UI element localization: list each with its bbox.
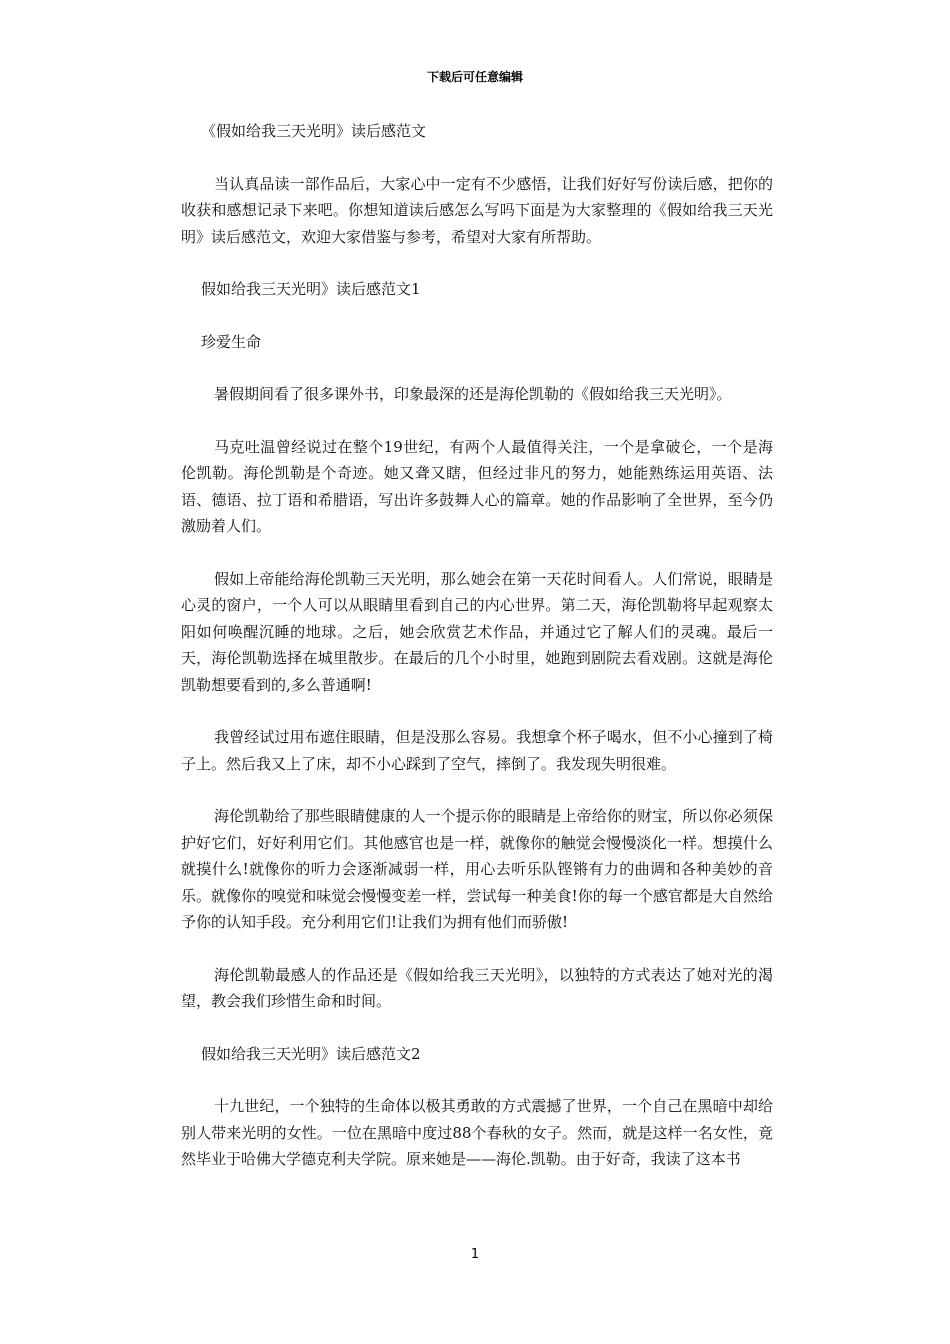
document-body [181,118,773,1199]
body-paragraph: 十九世纪，一个独特的生命体以极其勇敢的方式震撼了世界，一个自己在黑暗中却给别人带来光明的女性。一位在黑暗中度过88个春秋的女子。然而，就是这样一名女性，竟然毕业于哈佛大学德克利夫学院。原来她是——海伦.凯勒。由于好奇，我读了这本书 [181,1097,773,1168]
document-title: 《假如给我三天光明》读后感范文 [201,122,427,140]
page-number: 1 [470,1247,480,1262]
section-heading-2: 假如给我三天光明》读后感范文2 [201,1044,421,1063]
body-paragraph: 我曾经试过用布遮住眼睛，但是没那么容易。我想拿个杯子喝水，但不小心撞到了椅子上。然后我又上了床，却不小心踩到了空气，摔倒了。我发现失明很难。 [181,728,773,773]
body-paragraph: 马克吐温曾经说过在整个19世纪，有两个人最值得关注，一个是拿破仑，一个是海伦凯勒。海伦凯勒是个奇迹。她又聋又瞎，但经过非凡的努力，她能熟练运用英语、法语、德语、拉丁语和希腊语，写出许多鼓舞人心的篇章。她的作品影响了全世界，至今仍激励着人们。 [181,437,773,535]
body-paragraph: 暑假期间看了很多课外书，印象最深的还是海伦凯勒的《假如给我三天光明》。 [214,385,732,403]
section-heading-1: 假如给我三天光明》读后感范文1 [201,280,421,298]
page-header: 下载后可任意编辑 [426,70,523,84]
intro-paragraph: 当认真品读一部作品后，大家心中一定有不少感悟，让我们好好写份读后感，把你的收获和感想记录下来吧。你想知道读后感怎么写吗下面是为大家整理的《假如给我三天光明》读后感范文，欢迎大家借鉴与参考，希望对大家有所帮助。 [181,174,773,246]
essay-subtitle: 珍爱生命 [201,332,262,351]
body-paragraph: 假如上帝能给海伦凯勒三天光明，那么她会在第一天花时间看人。人们常说，眼睛是心灵的窗户，一个人可以从眼睛里看到自己的内心世界。第二天，海伦凯勒将早起观察太阳如何唤醒沉睡的地球。之后，她会欣赏艺术作品，并通过它了解人们的灵魂。最后一天，海伦凯勒选择在城里散步。在最后的几个小时里，她跑到剧院去看戏剧。这就是海伦凯勒想要看到的,多么普通啊! [181,569,773,694]
body-paragraph: 海伦凯勒最感人的作品还是《假如给我三天光明》，以独特的方式表达了她对光的渴望，教会我们珍惜生命和时间。 [181,965,773,1010]
body-paragraph: 海伦凯勒给了那些眼睛健康的人一个提示你的眼睛是上帝给你的财宝，所以你必须保护好它们，好好利用它们。其他感官也是一样，就像你的触觉会慢慢淡化一样。想摸什么就摸什么!就像你的听力会逐渐减弱一样，用心去听乐队铿锵有力的曲调和各种美妙的音乐。就像你的嗅觉和味觉会慢慢变差一样，尝试每一种美食!你的每一个感官都是大自然给予你的认知手段。充分利用它们!让我们为拥有他们而骄傲! [181,807,773,931]
